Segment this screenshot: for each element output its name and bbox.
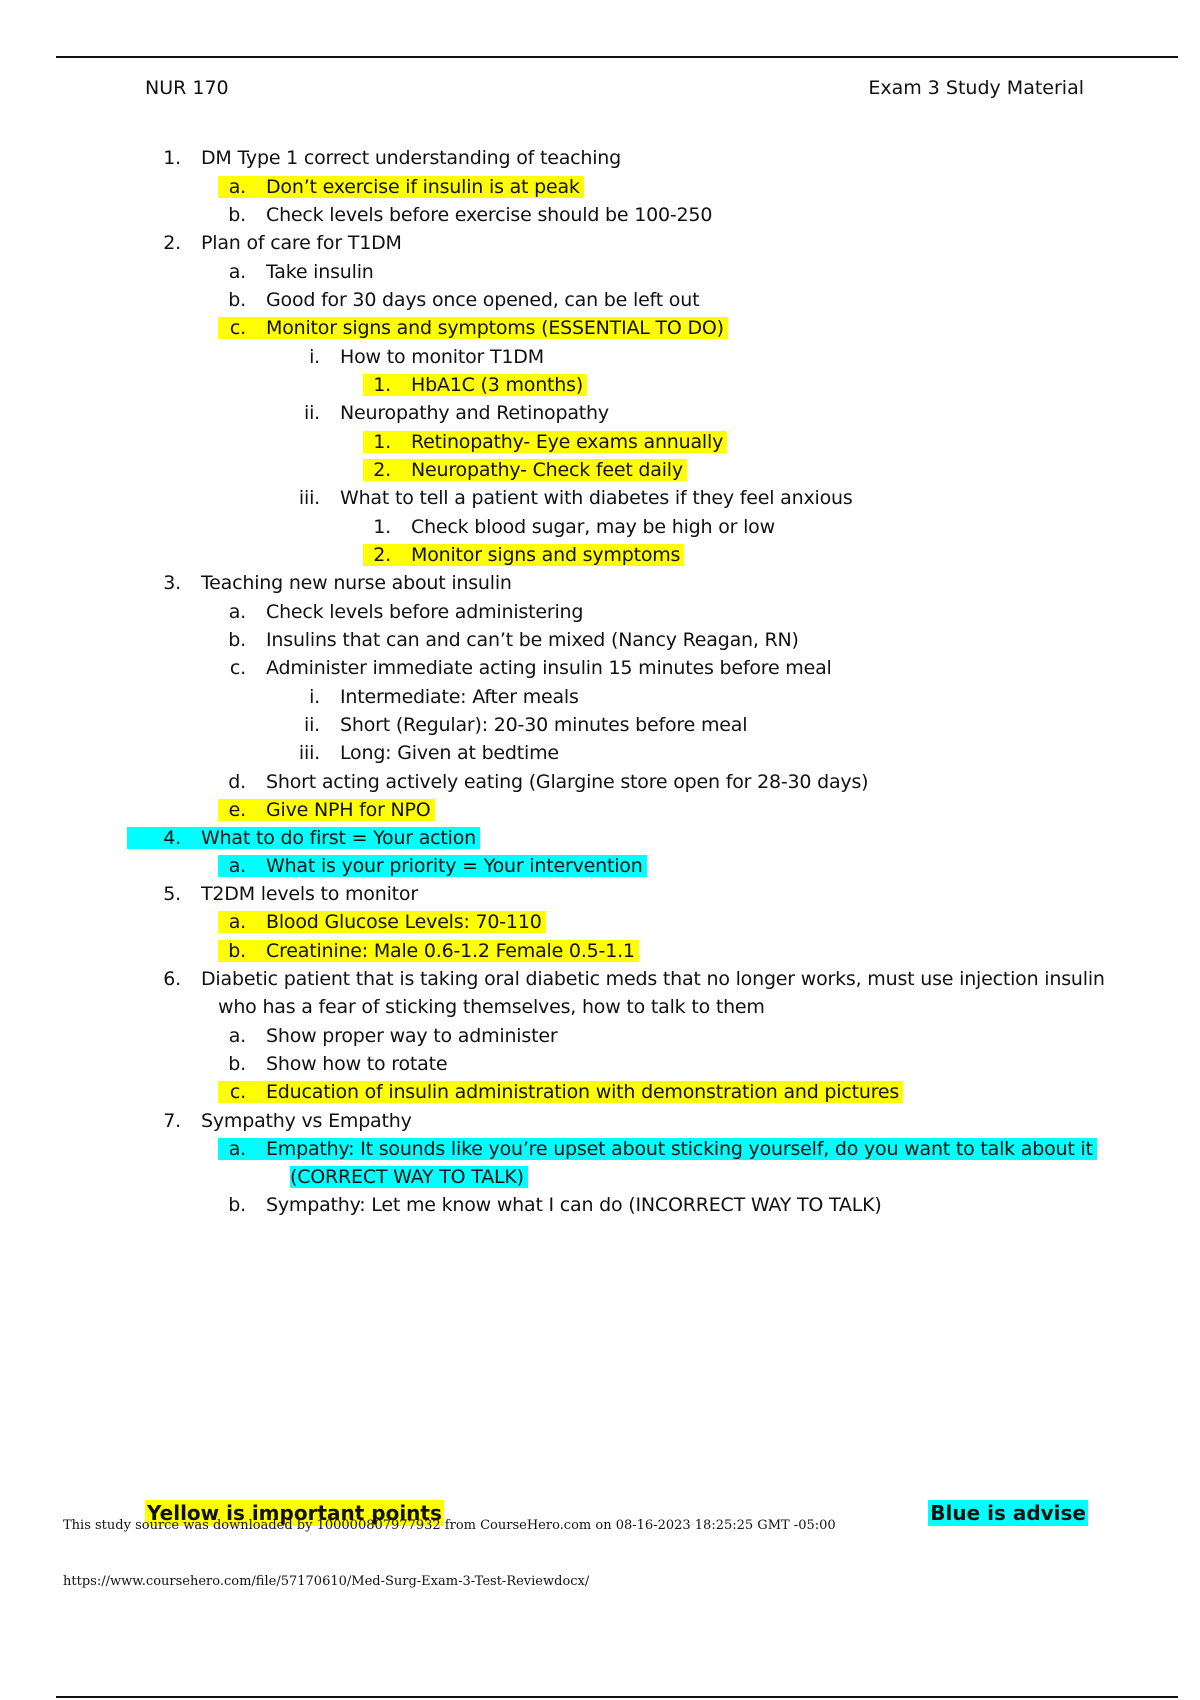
outline-item	[218, 598, 583, 626]
outline-item	[218, 852, 647, 880]
outline-item-content	[218, 1194, 882, 1216]
outline-marker: a.	[228, 911, 246, 933]
outline-marker: 5.	[163, 883, 181, 905]
outline-item-content	[218, 261, 374, 283]
outline-item-content	[127, 1110, 412, 1132]
outline-item-content	[363, 431, 727, 453]
outline-item	[363, 456, 687, 484]
outline-item-content	[218, 317, 728, 339]
outline-text: What to tell a patient with diabetes if they feel anxious	[340, 487, 853, 509]
outline-marker: c.	[229, 317, 246, 339]
outline-item	[127, 144, 621, 172]
outline-text: Short (Regular): 20-30 minutes before meal	[340, 714, 748, 736]
outline-text: Creatinine: Male 0.6-1.2 Female 0.5-1.1	[266, 940, 635, 962]
outline-text: Check levels before exercise should be 100-250	[266, 204, 713, 226]
outline-item	[218, 908, 546, 936]
outline-item-content	[363, 516, 775, 538]
outline-item-content	[218, 996, 765, 1018]
outline-item-content	[363, 544, 684, 566]
outline-text: Show how to rotate	[266, 1053, 448, 1075]
outline-item	[218, 626, 799, 654]
outline-marker: 1.	[373, 431, 391, 453]
outline-item	[218, 314, 728, 342]
top-rule	[56, 56, 1178, 58]
outline-text: Insulins that can and can’t be mixed (Nancy Reagan, RN)	[266, 629, 799, 651]
outline-item-content	[290, 346, 544, 368]
outline-item-content	[290, 402, 609, 424]
outline-text: DM Type 1 correct understanding of teaching	[201, 147, 622, 169]
outline-text: Short acting actively eating (Glargine store open for 28-30 days)	[266, 771, 869, 793]
outline-marker: d.	[228, 771, 246, 793]
outline-text: Show proper way to administer	[266, 1025, 558, 1047]
outline-marker: i.	[309, 346, 320, 368]
outline-item	[218, 1191, 882, 1219]
outline-marker: c.	[229, 657, 246, 679]
outline-item-content	[290, 742, 559, 764]
outline-text: who has a fear of sticking themselves, how to talk to them	[218, 996, 765, 1018]
outline-marker: a.	[228, 855, 246, 877]
outline-item-content	[363, 459, 687, 481]
outline-text: Retinopathy- Eye exams annually	[411, 431, 724, 453]
outline-item	[218, 1050, 447, 1078]
outline-item	[290, 484, 853, 512]
outline-item-content	[218, 601, 583, 623]
outline-item-content	[218, 940, 639, 962]
outline-marker: a.	[228, 261, 246, 283]
outline-item-content	[218, 176, 584, 198]
outline-item-content	[290, 686, 579, 708]
outline-item	[218, 286, 699, 314]
outline-item	[218, 937, 639, 965]
outline-marker: iii.	[298, 742, 320, 764]
outline-marker: c.	[229, 1081, 246, 1103]
legend-cyan: Blue is advise	[930, 1501, 1086, 1525]
course-code: NUR 170	[145, 77, 229, 99]
outline-text: Empathy: It sounds like you’re upset about sticking yourself, do you want to talk about it	[266, 1138, 1093, 1160]
outline-item-content	[218, 855, 647, 877]
outline-marker: a.	[228, 1025, 246, 1047]
outline-text: Don’t exercise if insulin is at peak	[266, 176, 580, 198]
outline-item-content	[218, 204, 712, 226]
outline-text: How to monitor T1DM	[340, 346, 544, 368]
outline-item	[290, 399, 609, 427]
outline-marker: i.	[309, 686, 320, 708]
outline-marker: b.	[228, 940, 246, 962]
outline-item-content	[218, 629, 799, 651]
outline-item-content	[127, 147, 621, 169]
outline-marker: 2.	[373, 459, 391, 481]
source-watermark: This study source was downloaded by 100000807977932 from CourseHero.com on 08-16-2023 18:25:25 GMT -05:00	[63, 1518, 836, 1533]
outline-item	[290, 343, 544, 371]
outline-item-content	[218, 771, 868, 793]
bottom-rule	[56, 1696, 1178, 1698]
outline-text: Long: Given at bedtime	[340, 742, 559, 764]
outline-item	[218, 258, 374, 286]
outline-text: Blood Glucose Levels: 70-110	[266, 911, 542, 933]
outline-item	[218, 201, 712, 229]
outline-text: Good for 30 days once opened, can be left out	[266, 289, 700, 311]
outline-item	[127, 1107, 412, 1135]
outline-text: Intermediate: After meals	[340, 686, 579, 708]
outline-marker: b.	[228, 629, 246, 651]
outline-text: (CORRECT WAY TO TALK)	[290, 1166, 524, 1188]
outline-item	[363, 513, 775, 541]
outline-marker: 4.	[163, 827, 181, 849]
outline-item	[218, 768, 868, 796]
outline-item	[218, 1078, 903, 1106]
outline-text: Administer immediate acting insulin 15 minutes before meal	[266, 657, 832, 679]
document-title: Exam 3 Study Material	[868, 77, 1084, 99]
outline-item-content	[127, 883, 418, 905]
outline-item	[363, 428, 727, 456]
outline-item	[218, 796, 435, 824]
outline-item	[127, 880, 418, 908]
outline-item	[127, 824, 480, 852]
outline-item-content	[218, 1053, 447, 1075]
outline-marker: 7.	[163, 1110, 181, 1132]
outline-text: Monitor signs and symptoms (ESSENTIAL TO DO)	[266, 317, 724, 339]
outline-text: Sympathy vs Empathy	[201, 1110, 412, 1132]
outline-text: Monitor signs and symptoms	[411, 544, 681, 566]
outline-marker: 3.	[163, 572, 181, 594]
outline-text: Diabetic patient that is taking oral diabetic meds that no longer works, must use injection insulin	[201, 968, 1105, 990]
outline-marker: 1.	[373, 374, 391, 396]
outline-text: Plan of care for T1DM	[201, 232, 402, 254]
outline-item	[127, 229, 402, 257]
outline-text: HbA1C (3 months)	[411, 374, 584, 396]
outline-item-content	[218, 289, 699, 311]
outline-text: Sympathy: Let me know what I can do (INCORRECT WAY TO TALK)	[266, 1194, 882, 1216]
outline-text: What is your priority = Your intervention	[266, 855, 643, 877]
outline-item	[290, 1163, 528, 1191]
outline-item-content	[218, 1081, 903, 1103]
outline-item	[290, 683, 579, 711]
outline-marker: 2.	[373, 544, 391, 566]
outline-marker: 6.	[163, 968, 181, 990]
outline-item-content	[127, 232, 402, 254]
outline-marker: a.	[228, 601, 246, 623]
outline-item	[218, 173, 584, 201]
outline-item	[218, 1022, 557, 1050]
outline-text: Give NPH for NPO	[266, 799, 431, 821]
outline-marker: b.	[228, 1053, 246, 1075]
outline-marker: ii.	[304, 402, 320, 424]
outline-marker: a.	[228, 176, 246, 198]
outline-item-content	[218, 657, 832, 679]
outline-marker: ii.	[304, 714, 320, 736]
outline-item	[290, 711, 747, 739]
outline-marker: iii.	[298, 487, 320, 509]
outline-item	[363, 541, 684, 569]
outline-marker: e.	[228, 799, 246, 821]
outline-item-content	[290, 714, 747, 736]
outline-item	[363, 371, 587, 399]
outline-item-content	[218, 1138, 1097, 1160]
outline-text: Neuropathy and Retinopathy	[340, 402, 609, 424]
outline-text: T2DM levels to monitor	[201, 883, 418, 905]
outline-item-content	[363, 374, 587, 396]
outline-item	[218, 654, 832, 682]
outline-item	[218, 1135, 1097, 1163]
outline-item-content	[127, 572, 512, 594]
outline-item	[290, 739, 559, 767]
outline-marker: 1.	[373, 516, 391, 538]
outline-text: Check blood sugar, may be high or low	[411, 516, 775, 538]
outline-item-content	[290, 1166, 528, 1188]
outline-marker: 2.	[163, 232, 181, 254]
source-url: https://www.coursehero.com/file/57170610/Med-Surg-Exam-3-Test-Reviewdocx/	[63, 1574, 590, 1589]
legend-yellow: Yellow is important points	[147, 1501, 442, 1525]
outline-text: Teaching new nurse about insulin	[201, 572, 512, 594]
outline-item-content	[218, 799, 435, 821]
outline-marker: b.	[228, 204, 246, 226]
outline-marker: b.	[228, 289, 246, 311]
outline-item	[127, 965, 1105, 993]
outline-item	[218, 993, 765, 1021]
outline-marker: a.	[228, 1138, 246, 1160]
outline-item-content	[127, 827, 480, 849]
outline-text: What to do first = Your action	[201, 827, 477, 849]
outline-item-content	[218, 911, 546, 933]
outline-item-content	[218, 1025, 557, 1047]
outline-item-content	[290, 487, 853, 509]
outline-item-content	[127, 968, 1105, 990]
outline-text: Check levels before administering	[266, 601, 584, 623]
outline-marker: 1.	[163, 147, 181, 169]
outline-marker: b.	[228, 1194, 246, 1216]
outline-item	[127, 569, 512, 597]
outline-text: Education of insulin administration with demonstration and pictures	[266, 1081, 900, 1103]
outline-text: Neuropathy- Check feet daily	[411, 459, 683, 481]
outline-text: Take insulin	[266, 261, 374, 283]
